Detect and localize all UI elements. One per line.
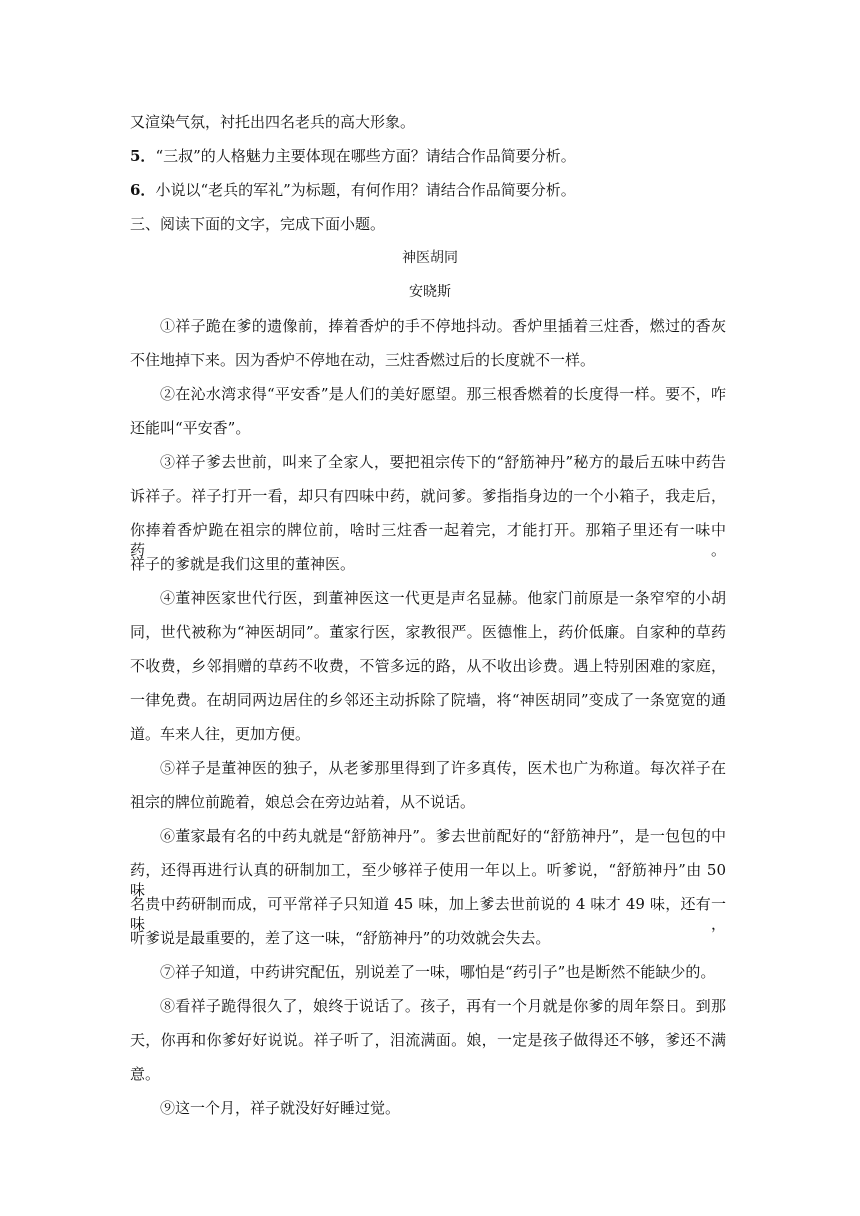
article-author: 安晓斯 <box>409 284 451 300</box>
question-number: 5． <box>130 147 156 165</box>
paragraph-line: ③祥子爹去世前，叫来了全家人，要把祖宗传下的“舒筋神丹”秘方的最后五味中药告 <box>160 453 726 471</box>
paragraph-line: 不收费，乡邻捐赠的草药不收费，不管多远的路，从不收出诊费。遇上特别困难的家庭， <box>130 657 726 675</box>
question-text: “三叔”的人格魅力主要体现在哪些方面？请结合作品简要分析。 <box>155 147 576 165</box>
paragraph-line: 还能叫“平安香”。 <box>130 419 251 437</box>
paragraph-line: 道。车来人往，更加方便。 <box>130 725 311 743</box>
paragraph-line: 祥子的爹就是我们这里的董神医。 <box>130 555 356 573</box>
paragraph-line: ⑨这一个月，祥子就没好好睡过觉。 <box>160 1099 401 1117</box>
paragraph-line: 同，世代被称为“神医胡同”。董家行医，家教很严。医德惟上，药价低廉。自家种的草药 <box>130 623 726 641</box>
paragraph-line: ②在沁水湾求得“平安香”是人们的美好愿望。那三根香燃着的长度得一样。要不，咋 <box>160 385 726 403</box>
text-line: 又渲染气氛，衬托出四名老兵的高大形象。 <box>130 113 416 131</box>
paragraph-line: ⑤祥子是董神医的独子，从老爹那里得到了许多真传，医术也广为称道。每次祥子在 <box>160 759 726 777</box>
paragraph-line: ①祥子跪在爹的遗像前，捧着香炉的手不停地抖动。香炉里插着三炷香，燃过的香灰 <box>160 317 726 335</box>
paragraph-line: ⑧看祥子跪得很久了，娘终于说话了。孩子，再有一个月就是你爹的周年祭日。到那 <box>160 997 726 1015</box>
paragraph-line: 你捧着香炉跪在祖宗的牌位前，啥时三炷香一起着完，才能打开。那箱子里还有一味中药。 <box>130 521 726 559</box>
question-text: 小说以“老兵的军礼”为标题，有何作用？请结合作品简要分析。 <box>155 181 576 199</box>
paragraph-line: 不住地掉下来。因为香炉不停地在动，三炷香燃过后的长度就不一样。 <box>130 351 596 369</box>
question-number: 6． <box>130 181 156 199</box>
paragraph-line: 药，还得再进行认真的研制加工，至少够祥子使用一年以上。听爹说，“舒筋神丹”由 50 味 <box>130 861 726 899</box>
paragraph-line: 天，你再和你爹好好说说。祥子听了，泪流满面。娘，一定是孩子做得还不够，爹还不满 <box>130 1031 726 1049</box>
section-heading: 三、阅读下面的文字，完成下面小题。 <box>130 215 386 233</box>
paragraph-line: 祖宗的牌位前跪着，娘总会在旁边站着，从不说话。 <box>130 793 476 811</box>
paragraph-line: ④董神医家世代行医，到董神医这一代更是声名显赫。他家门前原是一条窄窄的小胡 <box>160 589 726 607</box>
paragraph-line: ⑥董家最有名的中药丸就是“舒筋神丹”。爹去世前配好的“舒筋神丹”，是一包包的中 <box>160 827 726 845</box>
question-5 <box>130 146 576 166</box>
question-6 <box>130 180 576 200</box>
paragraph-line: 意。 <box>130 1065 161 1083</box>
paragraph-line: 一律免费。在胡同两边居住的乡邻还主动拆除了院墙，将“神医胡同”变成了一条宽宽的通 <box>130 691 726 709</box>
paragraph-line: 名贵中药研制而成，可平常祥子只知道 45 味，加上爹去世前说的 4 味才 49 味，还有一味， <box>130 895 726 933</box>
paragraph-line: 听爹说是最重要的，差了这一味，“舒筋神丹”的功效就会失去。 <box>130 929 551 947</box>
paragraph-line: 诉祥子。祥子打开一看，却只有四味中药，就问爹。爹指指身边的一个小箱子，我走后， <box>130 487 726 505</box>
paragraph-line: ⑦祥子知道，中药讲究配伍，别说差了一味，哪怕是“药引子”也是断然不能缺少的。 <box>160 963 716 981</box>
article-title: 神医胡同 <box>402 250 458 266</box>
